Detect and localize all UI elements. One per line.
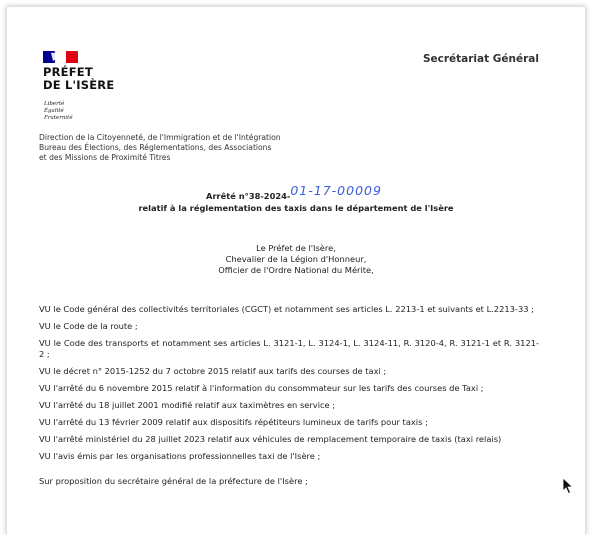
direction-line-2: Bureau des Élections, des Réglementations, des Associations — [39, 143, 272, 152]
prefet-line-1: PRÉFET — [43, 65, 93, 79]
consideration-item: VU l'avis émis par les organisations professionnelles taxi de l'Isère ; — [39, 451, 321, 461]
consideration-item: VU l'arrêté ministériel du 28 juillet 2023 relatif aux véhicules de remplacement temporaire de taxis (taxi relais) — [39, 434, 502, 444]
consideration-item: VU l'arrêté du 13 février 2009 relatif aux dispositifs répétiteurs lumineux de tarifs pour taxis ; — [39, 417, 428, 427]
direction-block — [39, 133, 281, 163]
document-page — [6, 6, 586, 535]
arrete-number-line — [5, 183, 583, 202]
proposal-line: Sur proposition du secrétaire général de la préfecture de l'Isère ; — [39, 476, 308, 486]
mouse-cursor-icon — [562, 477, 574, 495]
prefet-line-2: DE L'ISÈRE — [43, 78, 115, 92]
prefet-title — [43, 66, 114, 92]
devise-egalite: Égalité — [44, 108, 64, 114]
prefect-line-3: Officier de l'Ordre National du Mérite, — [218, 265, 374, 275]
prefect-line-2: Chevalier de la Légion d'Honneur, — [225, 254, 367, 264]
arrete-title — [7, 183, 585, 214]
devise-liberte: Liberté — [44, 101, 65, 107]
prefect-line-1: Le Préfet de l'Isère, — [256, 243, 336, 253]
consideration-item: VU le décret n° 2015-1252 du 7 octobre 2015 relatif aux tarifs des courses de taxi ; — [39, 366, 387, 376]
direction-line-3: et des Missions de Proximité Titres — [39, 153, 171, 162]
secretariat-general: Secrétariat Général — [422, 53, 539, 65]
arrete-number-handwritten: 01-17-00009 — [290, 183, 382, 198]
consideration-item: VU l'arrêté du 6 novembre 2015 relatif à l'information du consommateur sur les tarifs des courses de Taxi ; — [39, 383, 484, 393]
marianne-icon — [43, 49, 79, 65]
consideration-item: VU le Code de la route ; — [39, 321, 138, 331]
consideration-item: VU l'arrêté du 18 juillet 2001 modifié relatif aux taximètres en service ; — [39, 400, 336, 410]
devise — [44, 101, 73, 122]
consideration-item: VU le Code général des collectivités territoriales (CGCT) et notamment ses articles L. 2213-1 et suivants et L.2213-33 ; — [39, 304, 534, 314]
consideration-item: VU le Code des transports et notamment ses articles L. 3121-1, L. 3124-1, L. 3124-11, R. 3120-4, R. 3121-1 et R. 3121-2 ; — [39, 338, 539, 359]
arrete-subject: relatif à la réglementation des taxis dans le département de l'Isère — [138, 203, 454, 213]
prefect-block — [7, 243, 585, 276]
direction-line-1: Direction de la Citoyenneté, de l'Immigration et de l'Intégration — [39, 133, 281, 142]
arrete-number-printed: Arrêté n°38-2024- — [206, 191, 291, 201]
devise-fraternite: Fraternité — [44, 115, 73, 121]
considerations-list — [39, 304, 539, 493]
